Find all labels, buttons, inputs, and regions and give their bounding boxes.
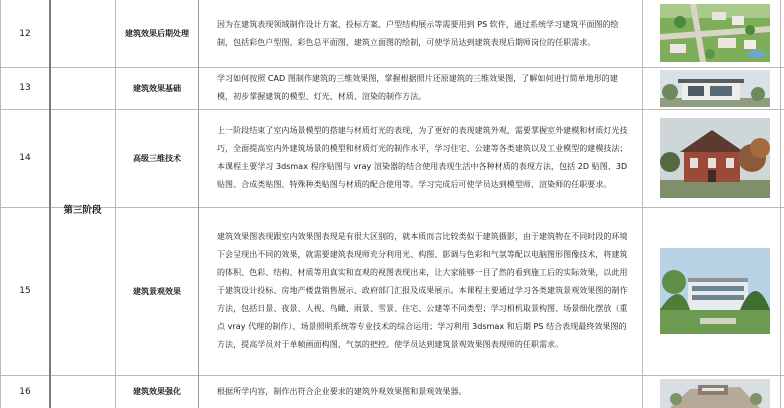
modern-villa-rendering-image bbox=[660, 70, 770, 107]
course-name: 建筑效果后期处理 bbox=[125, 29, 189, 38]
course-name: 建筑景观效果 bbox=[133, 286, 181, 296]
course-description: 因为在建筑表现领域制作设计方案、投标方案、户型结构展示等需要用到 PS 软件，通过系统学习建筑平面图的绘制，包括彩色户型图、彩色总平面图、建筑立面图的绘制，可使学员达到建筑表现后期师岗位的任职需求。 bbox=[217, 19, 619, 47]
column-divider bbox=[642, 0, 643, 408]
row-number: 15 bbox=[19, 286, 31, 296]
course-name: 建筑效果强化 bbox=[133, 387, 181, 396]
stage-label: 第三阶段 bbox=[63, 205, 102, 216]
row-number: 16 bbox=[19, 386, 31, 397]
course-description: 根据所学内容，制作出符合企业要求的建筑外观效果图和景观效果器。 bbox=[217, 386, 467, 396]
brick-house-rendering-image bbox=[660, 118, 770, 198]
row-number: 14 bbox=[19, 153, 31, 163]
landscape-building-rendering-image bbox=[660, 248, 770, 334]
course-name: 高级三维技术 bbox=[133, 153, 181, 163]
row-number: 12 bbox=[19, 28, 31, 39]
course-name: 建筑效果基础 bbox=[133, 83, 181, 93]
column-divider bbox=[780, 0, 781, 408]
course-description: 建筑效果图表现跟室内效果图表现是有很大区别的，就本质而言比较类似于建筑摄影，由于建筑物在不同时段的环境下会呈现出不同的效果，就需要建筑表现师充分利用光、构图、影调与色彩和气氛等配以电脑图形图像技术，将建筑的体积、色彩、结构、材质等用真实和直观的视图表现出来，让大家能够一目了然的看到施工后的实际效果，以此用于建筑设计投标、房地产楼盘销售展示、政府部门汇报及成果展示。本课程主要通过学习各类建筑景观效果图的制作方法，包括日景、夜景、人视、鸟瞰、雨景、雪景、住宅、公建等不同类型；学习相机取景构图、场景细化摆放（重点 vray 代理的制作）、场景照明系统等专业技术的综合运用；学习利用 3dsmax 和后期 PS 结合表现最终效果图的方法，提高学员对于单帧画面构图、气氛的把控。使学员达到建筑景观效果图表现师的任职需求。 bbox=[217, 232, 628, 349]
aerial-complex-rendering-image bbox=[660, 379, 770, 408]
course-description: 学习如何按照 CAD 图制作建筑的三维效果图，掌握根据照片还原建筑的三维效果图，了解如何进行简单地形的建模，初步掌握建筑的模型、灯光、材质、渲染的制作方法。 bbox=[217, 74, 618, 101]
site-plan-rendering-image bbox=[660, 4, 770, 62]
course-description: 上一阶段结束了室内场景模型的搭建与材质灯光的表现，为了更好的表现建筑外观，需要掌握室外建模和材质灯光技巧，全面提高室内外建筑场景的模型和材质灯光的制作水平，学习住宅、公建等各类建筑以及工业模型的建模技法；本课程主要学习 3dsmax 程序贴图与 vray 渲染器的结合使用表现生活中各种材质的表现方法，包括 2D 贴图、3D 贴图、合成类贴图、特殊种类贴图与材质的配合使用等。学习完成后可使学员达到模型师、渲染师的任职要求。 bbox=[217, 126, 628, 189]
row-number: 13 bbox=[19, 83, 31, 93]
